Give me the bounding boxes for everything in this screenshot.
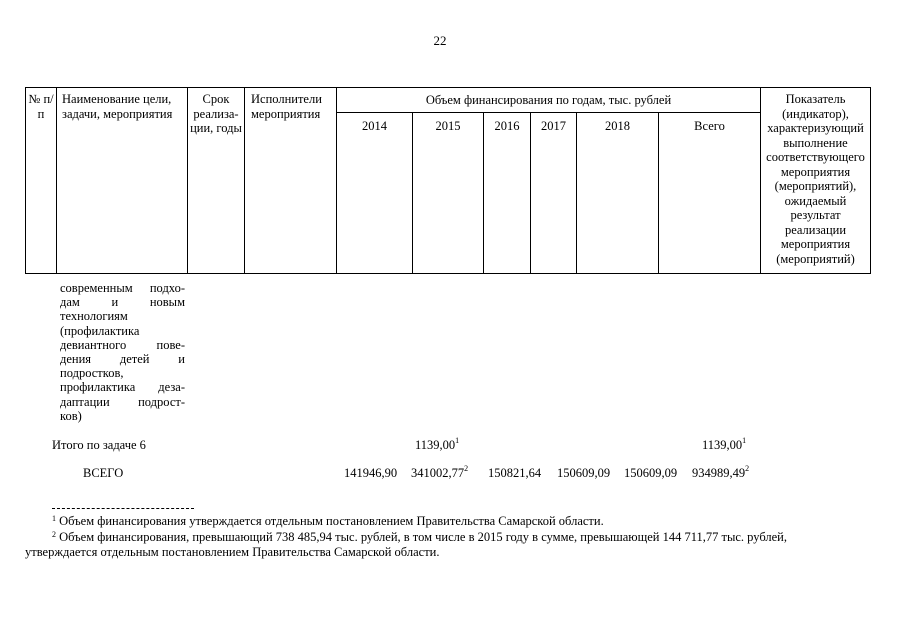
continuation-line: подростков, <box>60 366 124 381</box>
footnote-ref: 1 <box>742 436 747 445</box>
header-year-2015: 2015 <box>413 113 484 274</box>
header-year-2018: 2018 <box>577 113 659 274</box>
grand-2016-value: 150821,64 <box>488 466 542 480</box>
continuation-line: дам и новым <box>60 295 185 310</box>
footnote-separator <box>52 508 194 509</box>
grand-2015-value: 341002,77$^2$ <box>411 464 469 480</box>
grand-total-value: 934989,49$^2$ <box>692 464 750 480</box>
continuation-line: дения детей и <box>60 351 185 366</box>
footnote-2: $^2$ Объем финансирования, превышающий 738 485,94 тыс. рублей, в том числе в 2015 году в сумме, превышающей 144 711,77 тыс. рублей, <box>52 530 787 544</box>
grand-2018-value: 150609,09 <box>624 466 678 480</box>
header-year-2017: 2017 <box>531 113 577 274</box>
continuation-line: (профилактика <box>60 323 140 338</box>
header-year-2014: 2014 <box>337 113 413 274</box>
footnote-ref: 2 <box>745 464 750 473</box>
footnote-ref: 2 <box>464 464 469 473</box>
header-executors-cell: Исполнители мероприятия <box>245 88 337 274</box>
task6-2015-value: 1139,00$^1$ <box>415 436 460 452</box>
task6-total-value: 1139,00$^1$ <box>702 436 747 452</box>
header-term-cell: Срок реализа-ции, годы <box>188 88 245 274</box>
continuation-line: даптации подрост- <box>60 394 185 409</box>
header-year-2016: 2016 <box>484 113 531 274</box>
footnote-1: $^1$ Объем финансирования утверждается отдельным постановлением Правительства Самарской области. <box>52 514 604 528</box>
activity-name-continuation <box>60 281 185 423</box>
header-name-cell: Наименование цели, задачи, мероприятия <box>57 88 188 274</box>
header-indicator-cell: Показатель (индикатор), характеризующий выполнение соответствующего мероприятия (мероприятий), ожидаемый результат реализации мероприятия (мероприятий) <box>761 88 871 274</box>
footnote-ref: 1 <box>455 436 460 445</box>
continuation-line: современным подхо- <box>60 281 185 295</box>
header-year-total: Всего <box>659 113 761 274</box>
header-financing-cell: Объем финансирования по годам, тыс. рублей <box>337 88 761 113</box>
continuation-line: профилактика деза- <box>60 380 185 395</box>
task6-total-label: Итого по задаче 6 <box>52 438 146 452</box>
grand-total-label: ВСЕГО <box>83 466 124 480</box>
page-number: 22 <box>433 33 447 48</box>
grand-2014-value: 141946,90 <box>344 466 398 480</box>
continuation-line: девиантного пове- <box>60 337 185 352</box>
footnote-2-continuation: утверждается отдельным постановлением Правительства Самарской области. <box>25 545 440 559</box>
continuation-line: технологиям <box>60 309 128 324</box>
grand-2017-value: 150609,09 <box>557 466 611 480</box>
header-table <box>25 87 871 274</box>
continuation-line: ков) <box>60 408 82 423</box>
header-number-cell: № п/п <box>26 88 57 274</box>
